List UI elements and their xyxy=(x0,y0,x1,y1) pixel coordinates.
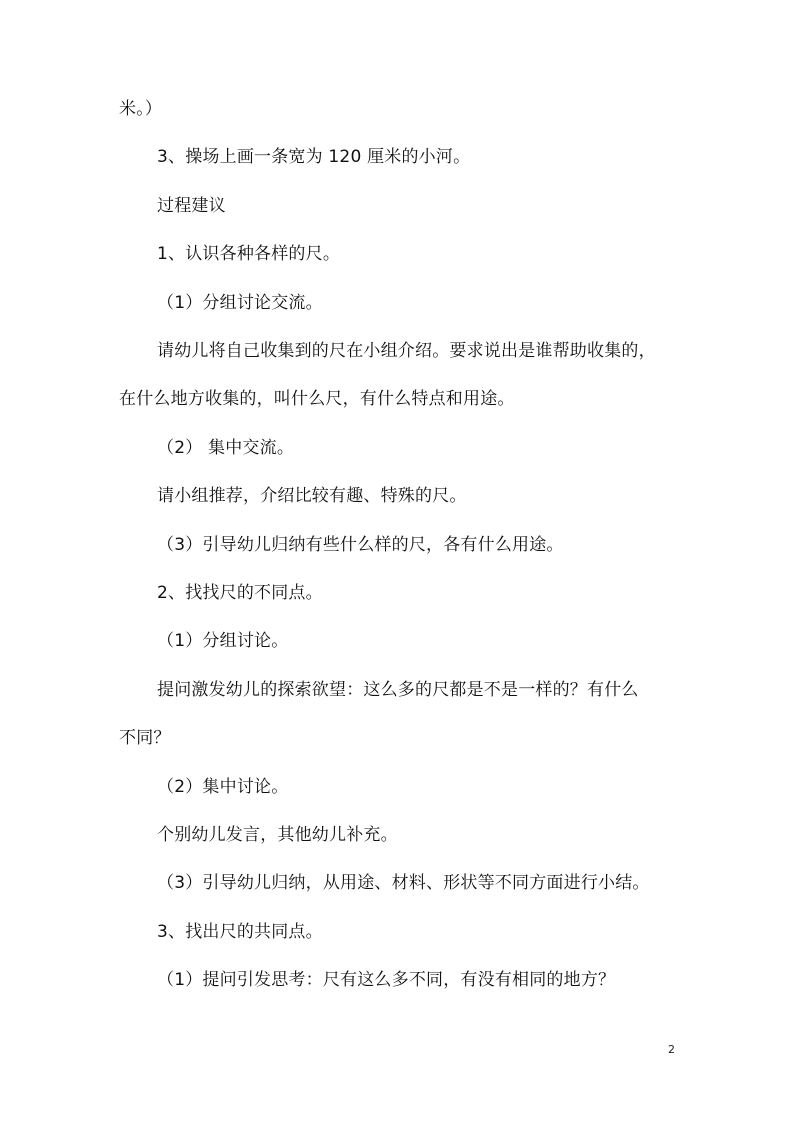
section-heading: 过程建议 xyxy=(157,196,226,216)
paragraph-line: （3）引导幼儿归纳，从用途、材料、形状等不同方面进行小结。 xyxy=(157,873,650,893)
paragraph-line: 3、操场上画一条宽为 120 厘米的小河。 xyxy=(157,147,471,167)
paragraph-line: 提问激发幼儿的探索欲望：这么多的尺都是不是一样的？有什么 xyxy=(157,680,639,700)
paragraph-line: 米。） xyxy=(119,99,163,119)
paragraph-line: 个别幼儿发言，其他幼儿补充。 xyxy=(157,825,398,845)
paragraph-line: 1、认识各种各样的尺。 xyxy=(157,244,341,264)
paragraph-line: （1）分组讨论交流。 xyxy=(157,293,323,313)
paragraph-line: （2） 集中交流。 xyxy=(157,438,295,458)
paragraph-line: 请幼儿将自己收集到的尺在小组介绍。要求说出是谁帮助收集的， xyxy=(157,341,656,361)
paragraph-line: 不同？ xyxy=(119,728,171,748)
paragraph-line: （1）提问引发思考：尺有这么多不同，有没有相同的地方？ xyxy=(157,970,616,990)
paragraph-line: 3、找出尺的共同点。 xyxy=(157,922,323,942)
paragraph-line: 在什么地方收集的，叫什么尺，有什么特点和用途。 xyxy=(119,389,515,409)
paragraph-line: （1）分组讨论。 xyxy=(157,631,289,651)
paragraph-line: 请小组推荐，介绍比较有趣、特殊的尺。 xyxy=(157,486,467,506)
page-number: 2 xyxy=(668,1043,675,1056)
paragraph-line: （3）引导幼儿归纳有些什么样的尺，各有什么用途。 xyxy=(157,535,564,555)
paragraph-line: 2、找找尺的不同点。 xyxy=(157,583,323,603)
paragraph-line: （2）集中讨论。 xyxy=(157,777,289,797)
